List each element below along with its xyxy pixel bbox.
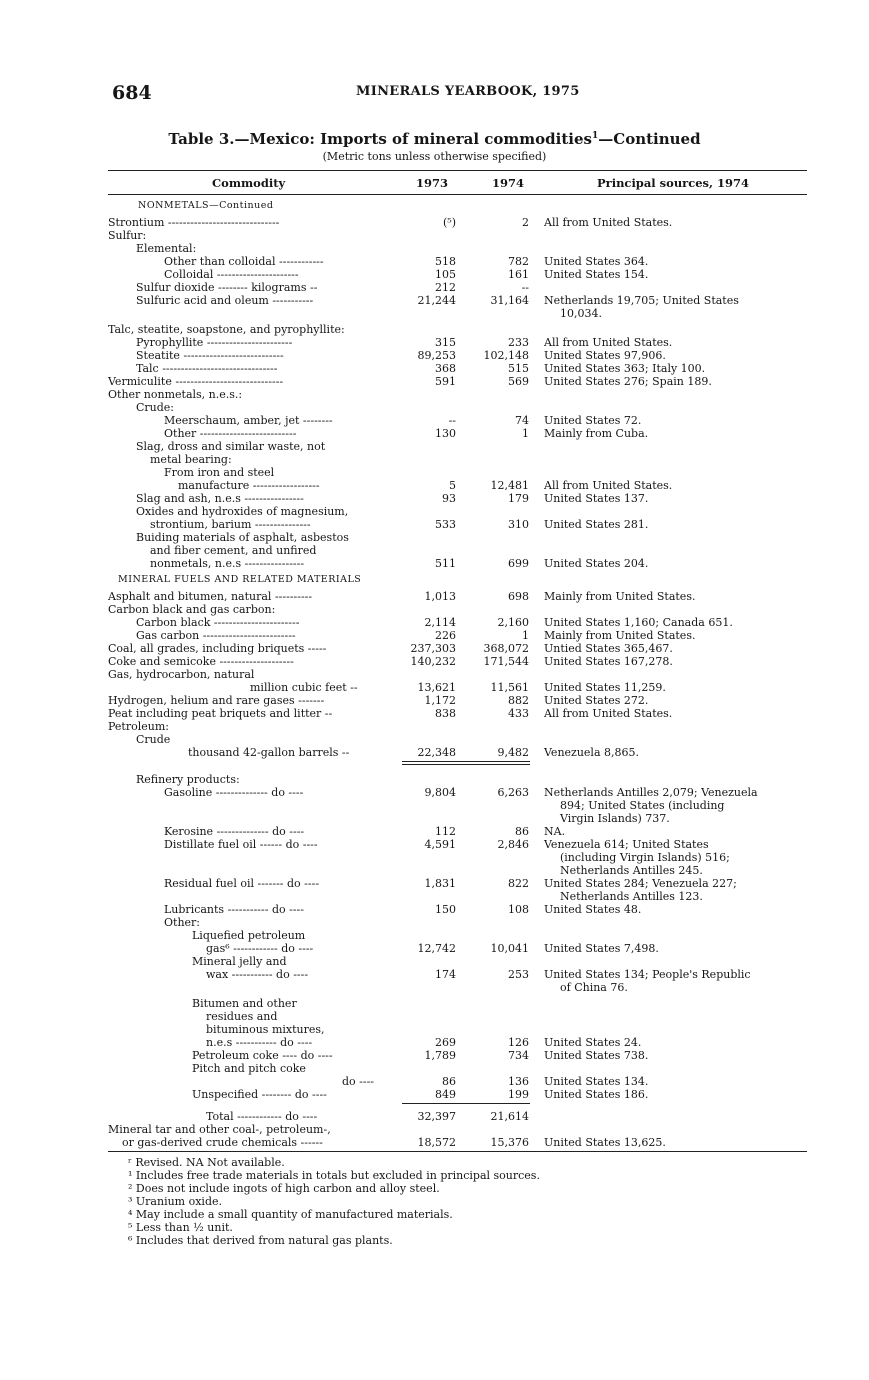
commodity-cell: million cubic feet -- [250,681,358,694]
table-row [0,323,869,336]
value-1973-cell: 140,232 [410,655,456,668]
sources-cell: of China 76. [560,981,628,994]
commodity-cell: Gas, hydrocarbon, natural [108,668,255,681]
commodity-cell: Distillate fuel oil ------ do ---- [164,838,318,851]
value-1973-cell: 269 [435,1036,456,1049]
commodity-cell: Kerosine -------------- do ---- [164,825,305,838]
sources-cell: United States 137. [544,492,649,505]
value-1974-cell: 9,482 [497,746,529,759]
commodity-cell: gas⁶ ------------ do ---- [206,942,314,955]
value-1973-cell: 89,253 [417,349,456,362]
sources-cell: United States 738. [544,1049,649,1062]
value-1973-cell: (⁵) [443,216,456,229]
value-1973-cell: 212 [435,281,456,294]
value-1973-cell: 226 [435,629,456,642]
footnote: ² Does not include ingots of high carbon and alloy steel. [128,1182,440,1195]
value-1974-cell: 102,148 [483,349,529,362]
value-1973-cell: 1,831 [424,877,456,890]
commodity-cell: Refinery products: [136,773,240,786]
value-1974-cell: 86 [515,825,529,838]
commodity-cell: Crude: [136,401,175,414]
sources-cell: United States 276; Spain 189. [544,375,712,388]
table-row [0,681,869,694]
commodity-cell: Pitch and pitch coke [192,1062,306,1075]
value-1974-cell: -- [521,281,529,294]
table-row [0,1062,869,1075]
table-row [0,518,869,531]
value-1973-cell: -- [448,414,456,427]
table-row [0,720,869,733]
commodity-cell: Bitumen and other [192,997,297,1010]
sources-cell: Venezuela 8,865. [544,746,639,759]
value-1973-cell: 368 [435,362,456,375]
table-row [0,655,869,668]
value-1973-cell: 1,013 [424,590,456,603]
table-row [0,479,869,492]
value-1974-cell: 698 [508,590,529,603]
commodity-cell: Liquefied petroleum [192,929,306,942]
value-1973-cell: 5 [449,479,456,492]
commodity-cell: Asphalt and bitumen, natural ---------- [108,590,313,603]
sources-cell: Mainly from United States. [544,629,696,642]
commodity-cell: NONMETALS—Continued [138,200,274,211]
table-row [0,307,869,320]
table-row [0,242,869,255]
table-row [0,733,869,746]
table-row [0,505,869,518]
commodity-cell: Slag, dross and similar waste, not [136,440,326,453]
sources-cell: United States 134; People's Republic [544,968,751,981]
table-row [0,362,869,375]
value-1973-cell: 237,303 [410,642,456,655]
value-1973-cell: 4,591 [424,838,456,851]
commodity-cell: Buiding materials of asphalt, asbestos [136,531,349,544]
commodity-cell: Talc, steatite, soapstone, and pyrophyllite: [108,323,345,336]
commodity-cell: MINERAL FUELS AND RELATED MATERIALS [118,574,362,585]
column-header-commodity: Commodity [212,176,286,190]
value-1973-cell: 93 [442,492,456,505]
sources-cell: United States 11,259. [544,681,666,694]
table-title-text: Table 3.—Mexico: Imports of mineral commodities [168,130,592,148]
value-1973-cell: 32,397 [417,1110,456,1123]
value-1973-cell: 1,172 [424,694,456,707]
sources-cell: Venezuela 614; United States [544,838,709,851]
table-row [0,603,869,616]
commodity-cell: strontium, barium --------------- [150,518,311,531]
value-1974-cell: 253 [508,968,529,981]
footnote: ³ Uranium oxide. [128,1195,222,1208]
value-1974-cell: 2 [522,216,529,229]
value-1973-cell: 9,804 [424,786,456,799]
commodity-cell: Peat including peat briquets and litter -- [108,707,333,720]
sources-cell: United States 284; Venezuela 227; [544,877,737,890]
value-1974-cell: 782 [508,255,529,268]
sources-cell: United States 281. [544,518,649,531]
table-row [0,349,869,362]
value-1974-cell: 21,614 [490,1110,529,1123]
commodity-cell: Colloidal ---------------------- [164,268,299,281]
value-1974-cell: 699 [508,557,529,570]
sources-cell: Mainly from Cuba. [544,427,649,440]
commodity-cell: Sulfur dioxide -------- kilograms -- [136,281,318,294]
running-title: MINERALS YEARBOOK, 1975 [356,84,580,99]
sources-cell: United States 272. [544,694,649,707]
value-1973-cell: 86 [442,1075,456,1088]
value-1974-cell: 233 [508,336,529,349]
sources-cell: United States 154. [544,268,649,281]
value-1973-cell: 1,789 [424,1049,456,1062]
commodity-cell: Slag and ash, n.e.s ---------------- [136,492,304,505]
table-row [0,544,869,557]
sources-cell: Untied States 365,467. [544,642,673,655]
column-header-sources: Principal sources, 1974 [597,176,750,190]
sources-cell: United States 13,625. [544,1136,666,1149]
table-row [0,997,869,1010]
value-1973-cell: 130 [435,427,456,440]
table-row [0,694,869,707]
commodity-cell: Gas carbon ------------------------- [136,629,296,642]
value-1974-cell: 433 [508,707,529,720]
value-1973-cell: 105 [435,268,456,281]
sources-cell: All from United States. [544,216,673,229]
table-row [0,1010,869,1023]
footnote: ¹ Includes free trade materials in totals but excluded in principal sources. [128,1169,540,1182]
table-row [0,877,869,890]
table-row [0,336,869,349]
value-1974-cell: 368,072 [483,642,529,655]
value-1973-cell: 22,348 [417,746,456,759]
value-1973-cell: 315 [435,336,456,349]
sources-cell: Netherlands 19,705; United States [544,294,739,307]
commodity-cell: metal bearing: [150,453,232,466]
value-1974-cell: 136 [508,1075,529,1088]
sources-cell: United States 97,906. [544,349,666,362]
commodity-cell: Residual fuel oil ------- do ---- [164,877,320,890]
table-row [0,642,869,655]
table-row [0,864,869,877]
commodity-cell: Sulfuric acid and oleum ----------- [136,294,314,307]
table-row [0,629,869,642]
value-1974-cell: 12,481 [490,479,529,492]
table-bottom-rule [108,1151,807,1152]
commodity-cell: Other: [164,916,200,929]
table-row [0,375,869,388]
table-row [0,294,869,307]
commodity-cell: Other -------------------------- [164,427,297,440]
value-1974-cell: 6,263 [497,786,529,799]
value-1974-cell: 882 [508,694,529,707]
sources-cell: Netherlands Antilles 123. [560,890,703,903]
sources-cell: United States 364. [544,255,649,268]
value-1973-cell: 518 [435,255,456,268]
commodity-cell: do ---- [342,1075,375,1088]
commodity-cell: nonmetals, n.e.s ---------------- [150,557,305,570]
table-row [0,746,869,759]
table-row [0,1110,869,1123]
table-row [0,1023,869,1036]
table-row [0,229,869,242]
table-row [0,812,869,825]
table-row [0,557,869,570]
commodity-cell: Mineral tar and other coal-, petroleum-, [108,1123,331,1136]
value-1974-cell: 2,160 [497,616,529,629]
value-1973-cell: 112 [435,825,456,838]
sources-cell: All from United States. [544,707,673,720]
table-row [0,890,869,903]
value-1973-cell: 511 [435,557,456,570]
commodity-cell: thousand 42-gallon barrels -- [188,746,350,759]
footnote: ⁵ Less than ½ unit. [128,1221,233,1234]
table-row [0,531,869,544]
commodity-cell: manufacture ------------------ [178,479,320,492]
value-1974-cell: 161 [508,268,529,281]
table-row [0,268,869,281]
footnote: ʳ Revised. NA Not available. [128,1156,285,1169]
table-row [0,838,869,851]
table-row [0,401,869,414]
table-row [0,942,869,955]
table-row [0,668,869,681]
table-row [0,916,869,929]
value-1974-cell: 822 [508,877,529,890]
table-row [0,1088,869,1101]
commodity-cell: Crude [136,733,171,746]
table-row [0,466,869,479]
commodity-cell: Coke and semicoke -------------------- [108,655,294,668]
table-row [0,955,869,968]
value-1973-cell: 838 [435,707,456,720]
value-1974-cell: 2,846 [497,838,529,851]
table-row [0,616,869,629]
table-row [0,1036,869,1049]
table-row [0,453,869,466]
table-row [0,414,869,427]
sources-cell: United States 363; Italy 100. [544,362,706,375]
table-row [0,968,869,981]
table-row [0,440,869,453]
value-1974-cell: 15,376 [490,1136,529,1149]
value-1974-cell: 126 [508,1036,529,1049]
value-1973-cell: 2,114 [424,616,456,629]
commodity-cell: Gasoline -------------- do ---- [164,786,304,799]
table-row [0,707,869,720]
table-row [0,799,869,812]
commodity-cell: and fiber cement, and unfired [150,544,317,557]
commodity-cell: bituminous mixtures, [206,1023,325,1036]
table-row [0,773,869,786]
value-1973-cell: 18,572 [417,1136,456,1149]
commodity-cell: Elemental: [136,242,197,255]
value-1974-cell: 515 [508,362,529,375]
table-row [0,388,869,401]
sources-cell: United States 72. [544,414,642,427]
table-row [0,199,869,212]
commodity-cell: Talc ------------------------------- [136,362,278,375]
commodity-cell: residues and [206,1010,278,1023]
table-row [0,903,869,916]
sources-cell: 894; United States (including [560,799,725,812]
sources-cell: United States 7,498. [544,942,659,955]
table-title-suffix: —Continued [598,130,701,148]
commodity-cell: Other than colloidal ------------ [164,255,324,268]
value-1974-cell: 31,164 [490,294,529,307]
table-row [0,590,869,603]
sources-cell: NA. [544,825,566,838]
value-1974-cell: 199 [508,1088,529,1101]
value-1973-cell: 174 [435,968,456,981]
commodity-cell: Other nonmetals, n.e.s.: [108,388,243,401]
sources-cell: Virgin Islands) 737. [560,812,670,825]
value-1974-cell: 171,544 [483,655,529,668]
table-row [0,1049,869,1062]
value-1974-cell: 569 [508,375,529,388]
table-row [0,1136,869,1149]
table-row [0,1075,869,1088]
sources-cell: 10,034. [560,307,602,320]
value-1974-cell: 11,561 [490,681,529,694]
table-row [0,981,869,994]
sources-cell: All from United States. [544,479,673,492]
value-1973-cell: 849 [435,1088,456,1101]
value-1974-cell: 310 [508,518,529,531]
crude-underline-1 [402,761,530,762]
table-row [0,1123,869,1136]
commodity-cell: Meerschaum, amber, jet -------- [164,414,333,427]
sources-cell: United States 204. [544,557,649,570]
crude-underline-2 [402,764,530,765]
commodity-cell: Oxides and hydroxides of magnesium, [136,505,349,518]
value-1973-cell: 150 [435,903,456,916]
table-subtitle: (Metric tons unless otherwise specified) [322,150,547,163]
commodity-cell: Mineral jelly and [192,955,287,968]
table-row [0,281,869,294]
commodity-cell: or gas-derived crude chemicals ------ [122,1136,323,1149]
table-row [0,786,869,799]
value-1973-cell: 533 [435,518,456,531]
commodity-cell: Lubricants ----------- do ---- [164,903,304,916]
sources-cell: All from United States. [544,336,673,349]
table-row [0,492,869,505]
footnotes [128,1156,540,1247]
value-1973-cell: 13,621 [417,681,456,694]
sources-cell: United States 1,160; Canada 651. [544,616,733,629]
commodity-cell: Coal, all grades, including briquets ----- [108,642,327,655]
footnote: ⁴ May include a small quantity of manufactured materials. [128,1208,453,1221]
footnote: ⁶ Includes that derived from natural gas plants. [128,1234,393,1247]
sources-cell: United States 134. [544,1075,649,1088]
sources-cell: United States 24. [544,1036,642,1049]
sources-cell: (including Virgin Islands) 516; [560,851,730,864]
sources-cell: Mainly from United States. [544,590,696,603]
table-row [0,255,869,268]
total-underline [402,1103,530,1104]
value-1974-cell: 74 [515,414,529,427]
table-row [0,929,869,942]
commodity-cell: Total ------------ do ---- [206,1110,318,1123]
commodity-cell: Carbon black ----------------------- [136,616,300,629]
commodity-cell: Petroleum coke ---- do ---- [192,1049,333,1062]
value-1974-cell: 108 [508,903,529,916]
value-1973-cell: 21,244 [417,294,456,307]
commodity-cell: Vermiculite ----------------------------- [108,375,284,388]
sources-cell: United States 167,278. [544,655,673,668]
commodity-cell: Carbon black and gas carbon: [108,603,276,616]
commodity-cell: From iron and steel [164,466,275,479]
value-1974-cell: 734 [508,1049,529,1062]
sources-cell: Netherlands Antilles 245. [560,864,703,877]
sources-cell: Netherlands Antilles 2,079; Venezuela [544,786,758,799]
commodity-cell: n.e.s ----------- do ---- [206,1036,313,1049]
table-row [0,573,869,586]
column-header-1974: 1974 [492,176,525,190]
sources-cell: United States 48. [544,903,642,916]
commodity-cell: Sulfur: [108,229,147,242]
value-1974-cell: 10,041 [490,942,529,955]
commodity-cell: wax ----------- do ---- [206,968,309,981]
value-1973-cell: 591 [435,375,456,388]
column-header-1973: 1973 [416,176,449,190]
commodity-cell: Strontium ------------------------------ [108,216,280,229]
commodity-cell: Hydrogen, helium and rare gases ------- [108,694,325,707]
table-row [0,851,869,864]
page-number: 684 [112,82,152,104]
value-1973-cell: 12,742 [417,942,456,955]
value-1974-cell: 1 [522,629,529,642]
value-1974-cell: 1 [522,427,529,440]
commodity-cell: Pyrophyllite ----------------------- [136,336,293,349]
sources-cell: United States 186. [544,1088,649,1101]
commodity-cell: Petroleum: [108,720,169,733]
table-row [0,427,869,440]
commodity-cell: Steatite --------------------------- [136,349,284,362]
table-row [0,216,869,229]
title-footnote-ref: 1 [591,131,599,141]
value-1974-cell: 179 [508,492,529,505]
table-row [0,825,869,838]
commodity-cell: Unspecified -------- do ---- [192,1088,327,1101]
